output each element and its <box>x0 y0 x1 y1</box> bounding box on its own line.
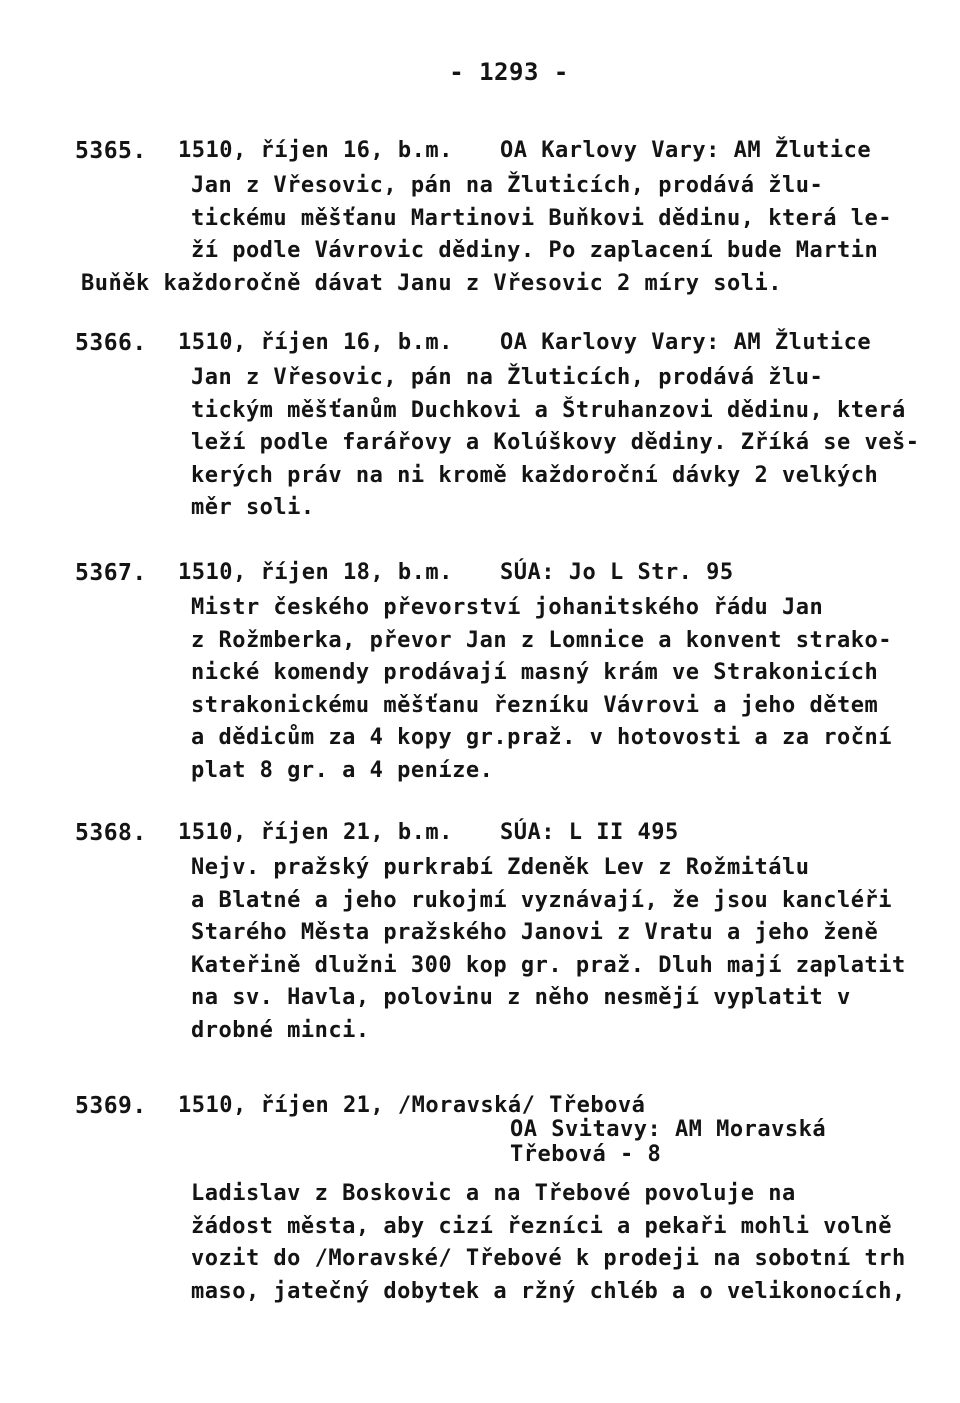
text-line: vozit do /Moravské/ Třebové k prodeji na sobotní trh <box>81 1246 906 1271</box>
text-line: Starého Města pražského Janovi z Vratu a jeho ženě <box>81 920 879 945</box>
text-line: drobné minci. <box>81 1017 370 1043</box>
text-line: strakonickému měšťanu řezníku Vávrovi a jeho dětem <box>81 692 879 718</box>
text-line: měr soli. <box>81 495 315 520</box>
text-line: Nejv. pražský purkrabí Zdeněk Lev z Rožmitálu <box>81 855 810 880</box>
entry-date: 1510, říjen 18, b.m. <box>178 560 453 585</box>
entry-number: 5367. <box>75 560 147 586</box>
archive-line: OA Svitavy: AM Moravská <box>510 1117 827 1142</box>
entry-archive: OA Karlovy Vary: AM Žlutice <box>500 330 872 355</box>
text-line: maso, jatečný dobytek a ržný chléb a o velikonocích, <box>81 1278 906 1304</box>
entry-date: 1510, říjen 21, /Moravská/ Třebová <box>178 1093 646 1118</box>
text-line: plat 8 gr. a 4 peníze. <box>81 757 494 783</box>
text-line: tickým měšťanům Duchkovi a Štruhanzovi dědinu, která <box>81 397 906 423</box>
text-line: tickému měšťanu Martinovi Buňkovi dědinu, která le- <box>81 205 892 231</box>
entry-text <box>75 852 906 1047</box>
entry-text <box>75 170 892 300</box>
archive-line: Třebová - 8 <box>510 1142 662 1167</box>
entry-archive: SÚA: L II 495 <box>500 820 679 845</box>
text-line: ží podle Vávrovic dědiny. Po zaplacení bude Martin <box>81 238 879 263</box>
text-line: z Rožmberka, převor Jan z Lomnice a konvent strako- <box>81 627 892 653</box>
entry-archive: OA Karlovy Vary: AM Žlutice <box>500 138 872 163</box>
text-line: Mistr českého převorství johanitského řádu Jan <box>81 595 824 620</box>
entry-number: 5369. <box>75 1093 147 1119</box>
text-line: žádost města, aby cizí řezníci a pekaři mohli volně <box>81 1213 892 1239</box>
entry-number: 5368. <box>75 820 147 846</box>
text-line: Jan z Vřesovic, pán na Žluticích, prodává žlu- <box>81 365 824 390</box>
page-number: - 1293 - <box>449 58 569 86</box>
text-line: kerých práv na ni kromě každoroční dávky 2 velkých <box>81 462 879 488</box>
entry-number: 5365. <box>75 138 147 164</box>
text-line: na sv. Havla, polovinu z něho nesmějí vyplatit v <box>81 985 851 1010</box>
text-line: Buňěk každoročně dávat Janu z Vřesovic 2 míry soli. <box>81 270 783 296</box>
text-line: leží podle farářovy a Kolúškovy dědiny. Zříká se veš- <box>81 430 920 455</box>
entry-text <box>75 592 892 787</box>
text-line: a dědicům za 4 kopy gr.praž. v hotovosti a za roční <box>81 725 892 750</box>
entry-date: 1510, říjen 21, b.m. <box>178 820 453 845</box>
text-line: Ladislav z Boskovic a na Třebové povoluje na <box>81 1181 796 1206</box>
entry-text <box>75 362 919 525</box>
text-line: a Blatné a jeho rukojmí vyznávají, že jsou kancléři <box>81 887 892 913</box>
text-line: Kateřině dlužni 300 kop gr. praž. Dluh mají zaplatit <box>81 952 906 978</box>
entry-date: 1510, říjen 16, b.m. <box>178 330 453 355</box>
entry-text <box>75 1178 906 1308</box>
text-line: Jan z Vřesovic, pán na Žluticích, prodává žlu- <box>81 173 824 198</box>
entry-number: 5366. <box>75 330 147 356</box>
entry-archive <box>510 1117 826 1167</box>
text-line: nické komendy prodávají masný krám ve Strakonicích <box>81 660 879 685</box>
entry-date: 1510, říjen 16, b.m. <box>178 138 453 163</box>
entry-archive: SÚA: Jo L Str. 95 <box>500 560 734 585</box>
